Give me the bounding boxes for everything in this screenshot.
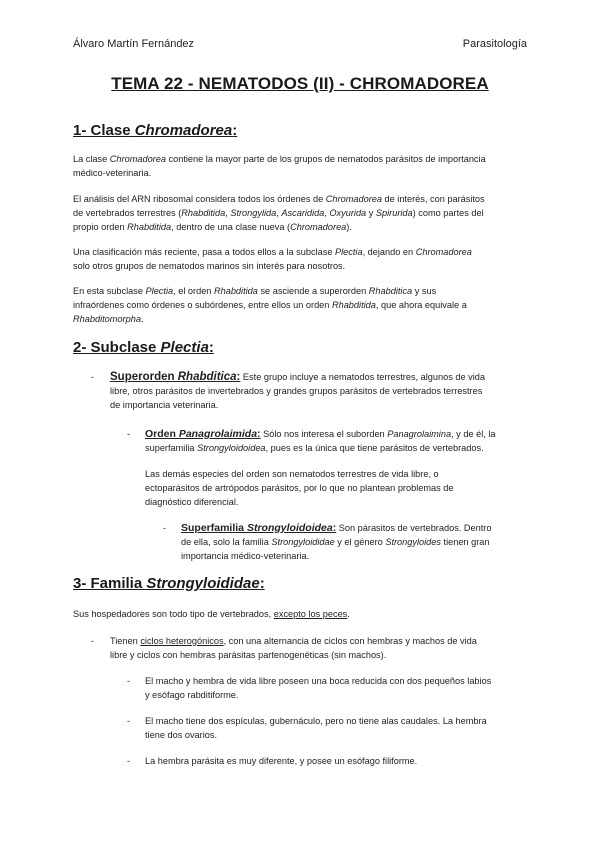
section-3-paragraph-1: Sus hospedadores son todo tipo de vertebrados, excepto los peces. xyxy=(73,609,350,619)
orden-panagrolaimida-item: Orden Panagrolaimida: Sólo nos interesa el suborden Panagrolaimina, y de él, la superfamilia Strongyloidoidea, pues es la única que tiene parásitos de vertebrados. xyxy=(145,428,496,453)
bullet-dash: - xyxy=(91,372,95,382)
bullet-dash: - xyxy=(91,636,95,646)
section-3-heading: 3- Familia Strongyloididae: xyxy=(73,575,265,592)
section-1-heading: 1- Clase Chromadorea: xyxy=(73,122,238,139)
bullet-dash: - xyxy=(127,756,131,766)
bullet-dash: - xyxy=(127,676,131,686)
header-subject: Parasitología xyxy=(462,38,527,50)
section-1-paragraph-4: En esta subclase Plectia, el orden Rhabditida se asciende a superorden Rhabditica y sus infraórdenes como órdenes o subórdenes, entre ellos un orden Rhabditida, que ahora equivale a Rhabditomorpha. xyxy=(73,286,467,324)
macho-espiculas-item: El macho tiene dos espículas, gubernáculo, pero no tiene alas caudales. La hembra tiene dos ovarios. xyxy=(145,716,487,740)
section-1-paragraph-1: La clase Chromadorea contiene la mayor parte de los grupos de nematodos parásitos de importancia médico-veterinaria. xyxy=(73,154,486,178)
bullet-dash: - xyxy=(127,716,131,726)
section-1-paragraph-3: Una clasificación más reciente, pasa a todos ellos a la subclase Plectia, dejando en Chromadorea solo otros grupos de nematodos marinos sin interés para nosotros. xyxy=(73,247,472,271)
hembra-parasita-item: La hembra parásita es muy diferente, y posee un esófago filiforme. xyxy=(145,756,418,766)
ciclos-heterogonicos-item: Tienen ciclos heterogónicos, con una alternancia de ciclos con hembras y machos de vida libre y ciclos con hembras parásitas partenogenéticas (sin machos). xyxy=(110,636,477,660)
header-author: Álvaro Martín Fernández xyxy=(73,38,195,50)
macho-hembra-vida-libre-item: El macho y hembra de vida libre poseen una boca reducida con dos pequeños labios y esófago rabditiforme. xyxy=(145,676,492,700)
superfamilia-strongyloidoidea-item: Superfamilia Strongyloidoidea: Son párasitos de vertebrados. Dentro de ella, solo la familia Strongyloididae y el género Strongyloides tienen gran importancia médico-veterinaria. xyxy=(181,522,492,561)
orden-panagrolaimida-paragraph-2: Las demás especies del orden son nematodos terrestres de vida libre, o ectoparásitos de artrópodos parásitos, por lo que no plantean problemas de diagnóstico diferencial. xyxy=(145,469,454,507)
bullet-dash: - xyxy=(163,523,167,533)
document-title: TEMA 22 - NEMATODOS (II) - CHROMADOREA xyxy=(111,74,489,93)
bullet-dash: - xyxy=(127,429,131,439)
section-2-heading: 2- Subclase Plectia: xyxy=(73,339,214,356)
superorden-rhabditica-item: Superorden Rhabditica: Este grupo incluye a nematodos terrestres, algunos de vida libre, otros parásitos de invertebrados y grandes grupos parásitos de vertebrados terrestres de importancia veterinaria. xyxy=(110,371,486,410)
section-1-paragraph-2: El análisis del ARN ribosomal considera todos los órdenes de Chromadorea de interés, con parásitos de vertebrados terrestres (Rhabditida, Strongylida, Ascaridida, Oxyurida y Spirurida) como partes del propio orden Rhabditida, dentro de una clase nueva (Chromadorea). xyxy=(73,194,485,232)
